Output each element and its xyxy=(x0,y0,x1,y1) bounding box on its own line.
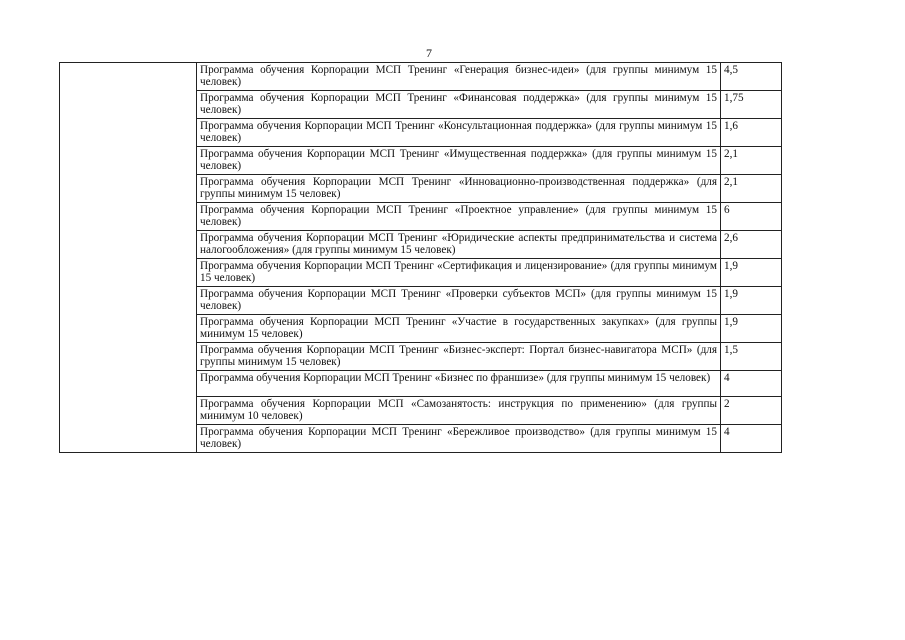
empty-first-column-cell xyxy=(60,63,197,453)
value-cell: 2 xyxy=(721,397,782,425)
value-cell: 2,1 xyxy=(721,147,782,175)
value-cell: 6 xyxy=(721,203,782,231)
value-cell: 1,6 xyxy=(721,119,782,147)
program-name-cell: Программа обучения Корпорации МСП Тренинг «Участие в государственных закупках» (для группы минимум 15 человек) xyxy=(197,315,721,343)
program-name-cell: Программа обучения Корпорации МСП Тренинг «Имущественная поддержка» (для группы минимум 15 человек) xyxy=(197,147,721,175)
program-table xyxy=(59,62,782,453)
page-number: 7 xyxy=(426,46,432,60)
value-cell: 1,5 xyxy=(721,343,782,371)
program-name-cell: Программа обучения Корпорации МСП Тренинг «Проектное управление» (для группы минимум 15 человек) xyxy=(197,203,721,231)
program-name-cell: Программа обучения Корпорации МСП «Самозанятость: инструкция по применению» (для группы минимум 10 человек) xyxy=(197,397,721,425)
program-name-cell: Программа обучения Корпорации МСП Тренинг «Бережливое производство» (для группы минимум 15 человек) xyxy=(197,425,721,453)
value-cell: 2,1 xyxy=(721,175,782,203)
program-name-cell: Программа обучения Корпорации МСП Тренинг «Генерация бизнес-идеи» (для группы минимум 15 человек) xyxy=(197,63,721,91)
value-cell: 1,9 xyxy=(721,315,782,343)
program-name-cell: Программа обучения Корпорации МСП Тренинг «Юридические аспекты предпринимательства и система налогообложения» (для группы минимум 15 человек) xyxy=(197,231,721,259)
value-cell: 1,9 xyxy=(721,259,782,287)
program-name-cell: Программа обучения Корпорации МСП Тренинг «Бизнес по франшизе» (для группы минимум 15 человек) xyxy=(197,371,721,397)
value-cell: 2,6 xyxy=(721,231,782,259)
program-name-cell: Программа обучения Корпорации МСП Тренинг «Проверки субъектов МСП» (для группы минимум 15 человек) xyxy=(197,287,721,315)
program-name-cell: Программа обучения Корпорации МСП Тренинг «Финансовая поддержка» (для группы минимум 15 человек) xyxy=(197,91,721,119)
value-cell: 4,5 xyxy=(721,63,782,91)
value-cell: 1,9 xyxy=(721,287,782,315)
program-name-cell: Программа обучения Корпорации МСП Тренинг «Инновационно-производственная поддержка» (для группы минимум 15 человек) xyxy=(197,175,721,203)
program-name-cell: Программа обучения Корпорации МСП Тренинг «Консультационная поддержка» (для группы минимум 15 человек) xyxy=(197,119,721,147)
table-row xyxy=(60,63,782,91)
value-cell: 4 xyxy=(721,371,782,397)
program-name-cell: Программа обучения Корпорации МСП Тренинг «Сертификация и лицензирование» (для группы минимум 15 человек) xyxy=(197,259,721,287)
value-cell: 4 xyxy=(721,425,782,453)
program-name-cell: Программа обучения Корпорации МСП Тренинг «Бизнес-эксперт: Портал бизнес-навигатора МСП» (для группы минимум 15 человек) xyxy=(197,343,721,371)
value-cell: 1,75 xyxy=(721,91,782,119)
program-table-body xyxy=(60,63,782,453)
